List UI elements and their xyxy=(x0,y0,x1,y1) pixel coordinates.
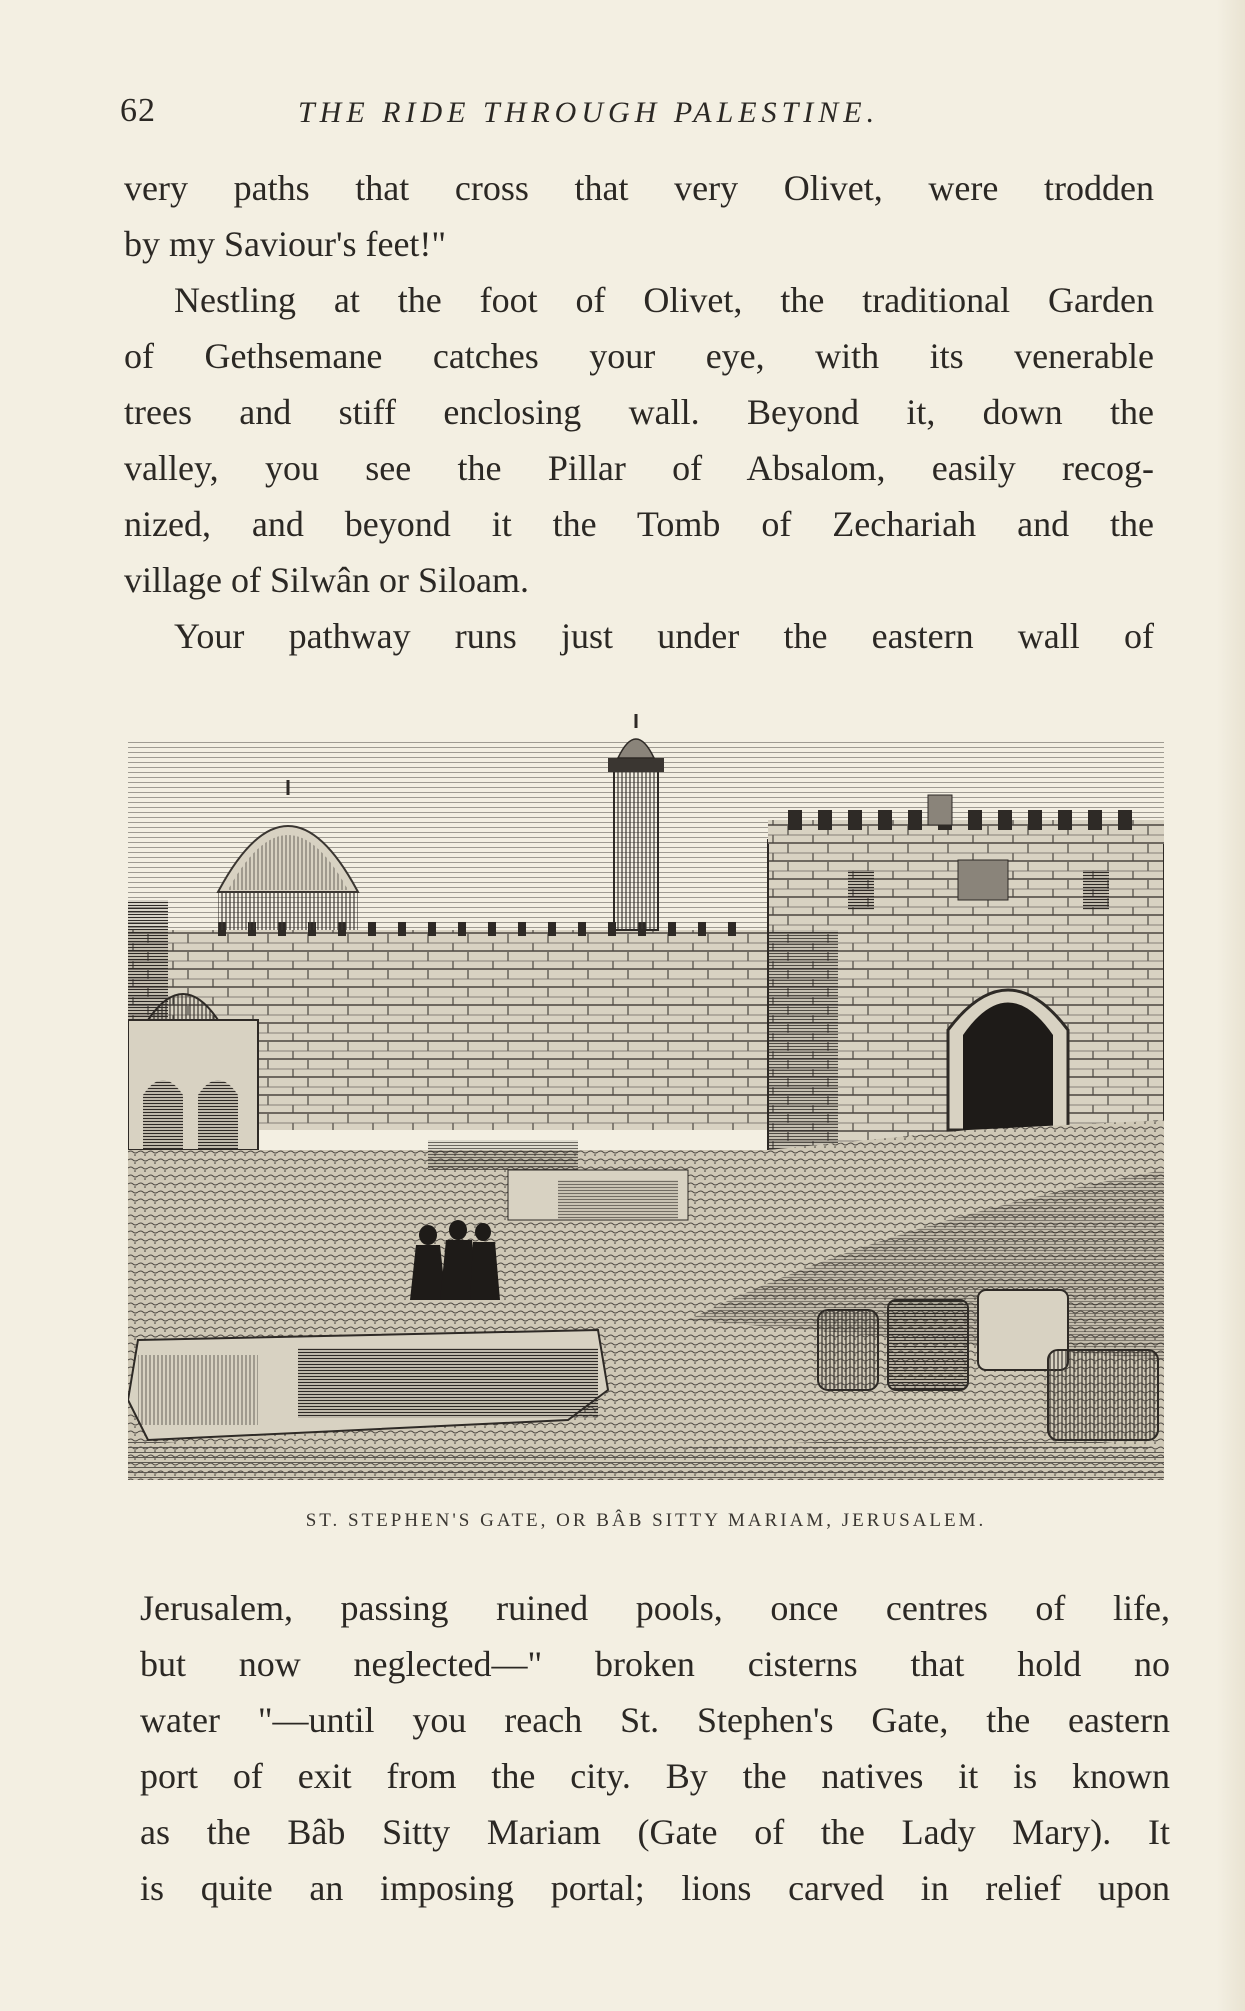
text-line: Your pathway runs just under the eastern wall of xyxy=(174,616,1154,656)
text-line: village of Silwân or Siloam. xyxy=(124,560,529,600)
text-line: Nestling at the foot of Olivet, the traditional Garden xyxy=(174,280,1154,320)
text-line: is quite an imposing portal; lions carved in relief upon xyxy=(140,1868,1170,1908)
gate-archway xyxy=(963,1003,1053,1131)
text-line: Jerusalem, passing ruined pools, once centres of life, xyxy=(140,1588,1170,1628)
text-line: very paths that cross that very Olivet, were trodden xyxy=(124,168,1154,208)
text-line: by my Saviour's feet!" xyxy=(124,224,447,264)
page-edge xyxy=(1217,0,1245,2011)
text-line: valley, you see the Pillar of Absalom, easily recog- xyxy=(124,448,1154,488)
page-header xyxy=(120,92,1150,142)
figures xyxy=(410,1220,500,1300)
paragraph-3 xyxy=(124,608,1154,664)
engraving-illustration xyxy=(128,700,1164,1480)
text-line: port of exit from the city. By the natives it is known xyxy=(140,1756,1170,1796)
text-line: water "—until you reach St. Stephen's Gate, the eastern xyxy=(140,1700,1170,1740)
gate-tower xyxy=(768,795,1164,1170)
page-number: 62 xyxy=(120,92,156,129)
text-line: but now neglected—" broken cisterns that hold no xyxy=(140,1644,1170,1684)
text-line: of Gethsemane catches your eye, with its venerable xyxy=(124,336,1154,376)
paragraph-4 xyxy=(140,1580,1170,1916)
text-line: as the Bâb Sitty Mariam (Gate of the Lady Mary). It xyxy=(140,1812,1170,1852)
illustration-caption: ST. STEPHEN'S GATE, OR BÂB SITTY MARIAM, JERUSALEM. xyxy=(305,1510,987,1531)
paragraph-2 xyxy=(124,272,1154,608)
text-line: nized, and beyond it the Tomb of Zechariah and the xyxy=(124,504,1154,544)
paragraph-1 xyxy=(124,160,1154,272)
running-head: THE RIDE THROUGH PALESTINE. xyxy=(298,96,880,129)
text-line: trees and stiff enclosing wall. Beyond it, down the xyxy=(124,392,1154,432)
